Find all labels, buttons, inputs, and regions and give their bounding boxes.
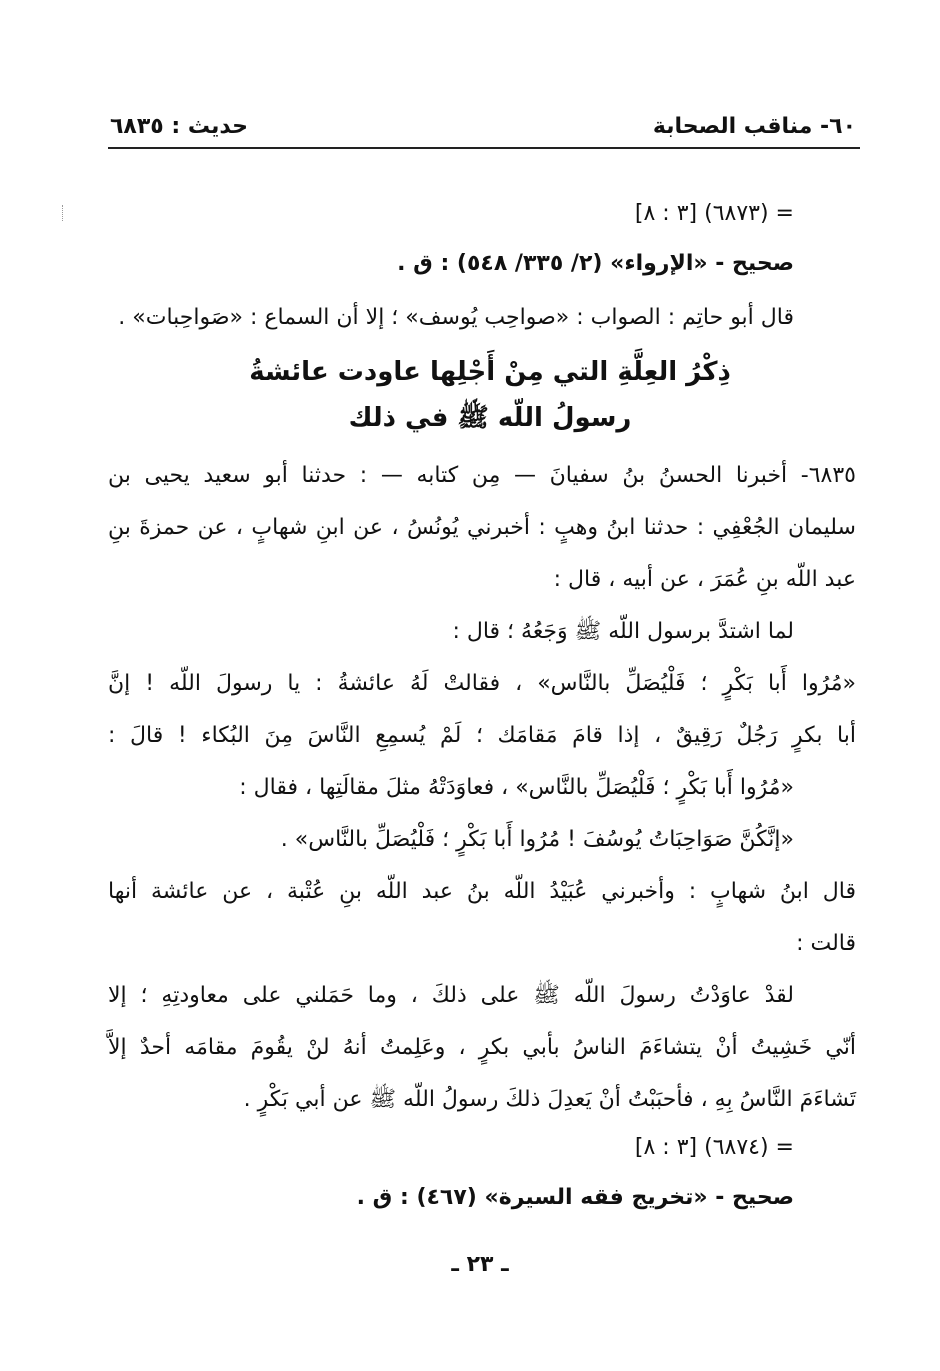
grading-line-1: صحيح - «الإرواء» (٢/ ٣٣٥/ ٥٤٨) : ق . [397,251,794,276]
margin-mark [62,205,65,221]
matn-line-5: «إنَّكُنَّ صَوَاحِبَاتُ يُوسُفَ ! مُرُوا أَبا بَكْرٍ ؛ فَلْيُصَلِّ بالنَّاس» . [280,827,794,852]
chapter-title: ٦٠- مناقب الصحابة [652,114,856,139]
hadith-reference: حديث : ٦٨٣٥ [110,114,248,139]
ref-line-6874: = (٦٨٧٤) [٣ : ٨] [634,1135,794,1160]
grading-line-2: صحيح - «تخريج فقه السيرة» (٤٦٧) : ق . [356,1185,794,1210]
matn-line-2: «مُرُوا أَبا بَكْرٍ ؛ فَلْيُصَلِّ بالنَّاس» ، فقالتْ لَهُ عائشةُ : يا رسولَ اللّه ! إنَّ [108,671,856,696]
header-rule [108,147,860,149]
isnad-line-1: ٦٨٣٥- أخبرنا الحسنُ بنُ سفيانَ — مِن كتابه — : حدثنا أبو سعيد يحيى بن [108,463,856,488]
section-heading-line-2: رسولُ اللّه ﷺ في ذلك [348,403,632,433]
aisha-line-1: لقدْ عاوَدْتُ رسولَ اللّه ﷺ على ذلكَ ، وما حَمَلني على معاودتِهِ ؛ إلا [108,983,794,1008]
ref-line-6873: = (٦٨٧٣) [٣ : ٨] [634,201,794,226]
ibn-shihab-line-2: قالت : [796,931,856,956]
page-header [110,108,856,148]
section-heading-line-1: ذِكْرُ العِلَّةِ التي مِنْ أَجْلِها عاودت عائشةُ [249,357,731,387]
isnad-line-2: سليمان الجُعْفِي : حدثنا ابنُ وهبٍ : أخبرني يُونُسُ ، عن ابنِ شهابٍ ، عن حمزةَ بنِ [108,515,856,540]
abu-hatim-note: قال أبو حاتِم : الصواب : «صواحِب يُوسف» ؛ إلا أن السماع : «صَواحِبات» . [118,305,794,330]
aisha-line-2: أنّي خَشِيتُ أنْ يتشاءَمَ الناسُ بأبي بكرٍ ، وعَلِمتُ أنهُ لنْ يقُومَ مقامَه أحدٌ إلاَّ [108,1035,856,1060]
matn-line-4: «مُرُوا أَبا بَكْرٍ ؛ فَلْيُصَلِّ بالنَّاس» ، فعاوَدَتْهُ مثلَ مقالَتِها ، فقال : [239,775,794,800]
aisha-line-3: تَشاءَمَ النَّاسُ بِهِ ، فأحبَبْتُ أنْ يَعدِلَ ذلكَ رسولُ اللّه ﷺ عن أبي بَكْرٍ . [243,1087,856,1112]
matn-line-1: لما اشتدَّ برسول اللّه ﷺ وَجَعُهُ ؛ قال : [452,619,794,644]
ibn-shihab-line-1: قال ابنُ شهابٍ : وأخبرني عُبَيْدُ اللّه بنُ عبد اللّه بنِ عُتْبة ، عن عائشة أنها [108,879,856,904]
isnad-line-3: عبد اللّه بنِ عُمَرَ ، عن أبيه ، قال : [553,567,856,592]
page-number: ـ ٢٣ ـ [451,1252,509,1277]
page-number-container [0,1252,940,1277]
matn-line-3: أبا بكرٍ رَجُلٌ رَقِيقٌ ، إذا قامَ مَقامَك ؛ لَمْ يُسمِعِ النَّاسَ مِنَ البُكاء ! قالَ : [108,723,856,748]
